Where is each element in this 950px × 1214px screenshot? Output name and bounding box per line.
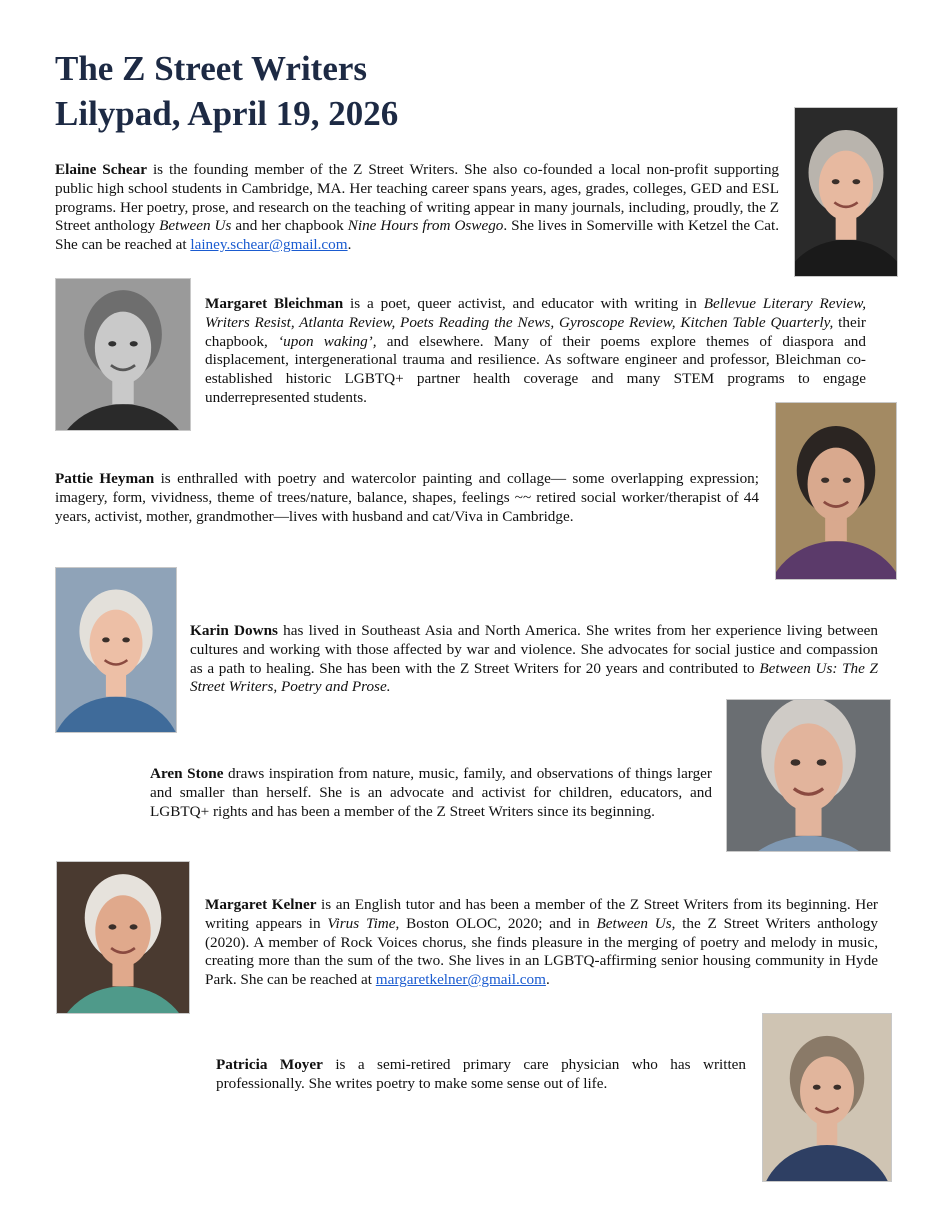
bio-text: and elsewhere. Many of their poems explore themes of diaspora and displacement, intergenerational trauma and resilience. As software engineer and professor, Bleichman co-established historic LGBTQ+ partner health coverage and many STEM programs to engage underrepresented students. [205,332,866,406]
author-name: Margaret Bleichman [205,295,344,312]
photo-face [95,312,151,384]
bio-text: . [347,236,352,254]
bio-text: is the founding member of the Z Street Writers. She also co-founded a local non-profit supporting public high school students in Cambridge, MA. Her teaching career spans years, ages, grades, colleges, GED and ESL programs. Her poetry, prose, and research on the teaching of writing appear in many journals, including, proudly, the Z Street anthology [55,161,780,235]
italic-title: Nine Hours from Oswego [347,217,504,235]
photo-eye-left [813,1085,821,1090]
author-name: Margaret Kelner [205,896,317,913]
author-name: Elaine Schear [55,161,148,178]
portrait-pattie-heyman [775,402,897,580]
photo-eye-left [108,924,116,929]
portrait-karin-downs [55,567,177,733]
photo-eye-left [102,637,110,642]
photo-face [95,895,150,966]
bio-text: is a semi-retired primary care physician who has written professionally. She writes poetry to make some sense out of life. [216,1056,746,1092]
bio-text: . [545,971,550,989]
bio-pattie-heyman [55,470,759,526]
photo-eye-left [791,759,801,766]
portrait-elaine-schear [794,107,898,277]
portrait-patricia-moyer [762,1013,892,1182]
bio-aren-stone [150,765,712,821]
bio-text: is a poet, queer activist, and educator with writing in [343,295,704,312]
email-link[interactable]: lainey.schear@gmail.com [190,236,348,254]
bio-text: . She lives in Somerville with Ketzel the Cat. She can be reached at [55,217,780,254]
italic-title: ‘upon waking’, [278,332,377,350]
bio-text: has lived in Southeast Asia and North America. She writes from her experience living between cultures and working with those affected by war and violence. She advocates for social justice and compassion as a path to healing. She has been with the Z Street Writers for 20 years and contributed to [190,622,879,677]
italic-title: Bellevue Literary Review, Writers Resist, Atlanta Review, Poets Reading the News, Gyroscope Review, Kitchen Table Quarterly, [205,295,866,331]
photo-eye-left [832,179,840,184]
event-title: Lilypad, April 19, 2026 [55,94,399,133]
italic-title: Between Us [159,217,232,235]
photo-eye-right [852,179,860,184]
author-name: Patricia Moyer [216,1056,323,1073]
photo-face [90,610,143,678]
author-name: Karin Downs [190,622,278,639]
photo-face [819,151,873,221]
bio-text: , Boston OLOC, 2020; and in [395,914,597,932]
bio-margaret-kelner [205,896,878,990]
photo-eye-right [122,637,130,642]
bio-elaine-schear [55,161,779,255]
bio-margaret-bleichman [205,295,866,408]
photo-eye-right [130,924,138,929]
photo-eye-right [817,759,827,766]
bio-text: is an English tutor and has been a member of the Z Street Writers from its beginning. Her writing appears in [205,896,878,932]
photo-face [774,723,842,811]
page-title: The Z Street Writers [55,49,368,88]
portrait-margaret-kelner [56,861,190,1014]
email-link[interactable]: margaretkelner@gmail.com [375,971,546,989]
author-name: Pattie Heyman [55,470,155,487]
italic-title: Virus Time [327,914,396,932]
bio-text: , the Z Street Writers anthology (2020). A member of Rock Voices chorus, she finds pleasure in the merging of poetry and melody in music, creating more than the sum of the two. She lives in an LGBTQ-affirming senior housing community in Hyde Park. She can be reached at [205,914,878,989]
author-name: Aren Stone [150,765,224,782]
bio-text: is enthralled with poetry and watercolor painting and collage— some overlapping expression; imagery, form, vividness, theme of trees/nature, balance, shapes, feelings ~~ retired social worker/therapist of 44 years, activist, mother, grandmother—lives with husband and cat/Viva in Cambridge. [55,470,759,525]
bio-text: their chapbook, [205,313,866,350]
photo-eye-right [833,1085,841,1090]
photo-face [800,1056,854,1125]
photo-eye-left [108,341,116,346]
bio-patricia-moyer [216,1056,746,1094]
bio-text: draws inspiration from nature, music, family, and observations of things larger and smaller than herself. She is an advocate and activist for children, educators, and LGBTQ+ rights and has been a member of the Z Street Writers since its beginning. [150,765,712,820]
bio-text: and her chapbook [231,217,348,235]
bio-karin-downs [190,622,878,697]
portrait-aren-stone [726,699,891,852]
photo-eye-right [843,477,851,482]
italic-title: Between Us: The Z Street Writers, Poetry and Prose. [190,659,879,696]
italic-title: Between Us [596,914,672,932]
photo-eye-right [130,341,138,346]
photo-eye-left [821,477,829,482]
portrait-margaret-bleichman [55,278,191,431]
photo-face [808,448,865,521]
